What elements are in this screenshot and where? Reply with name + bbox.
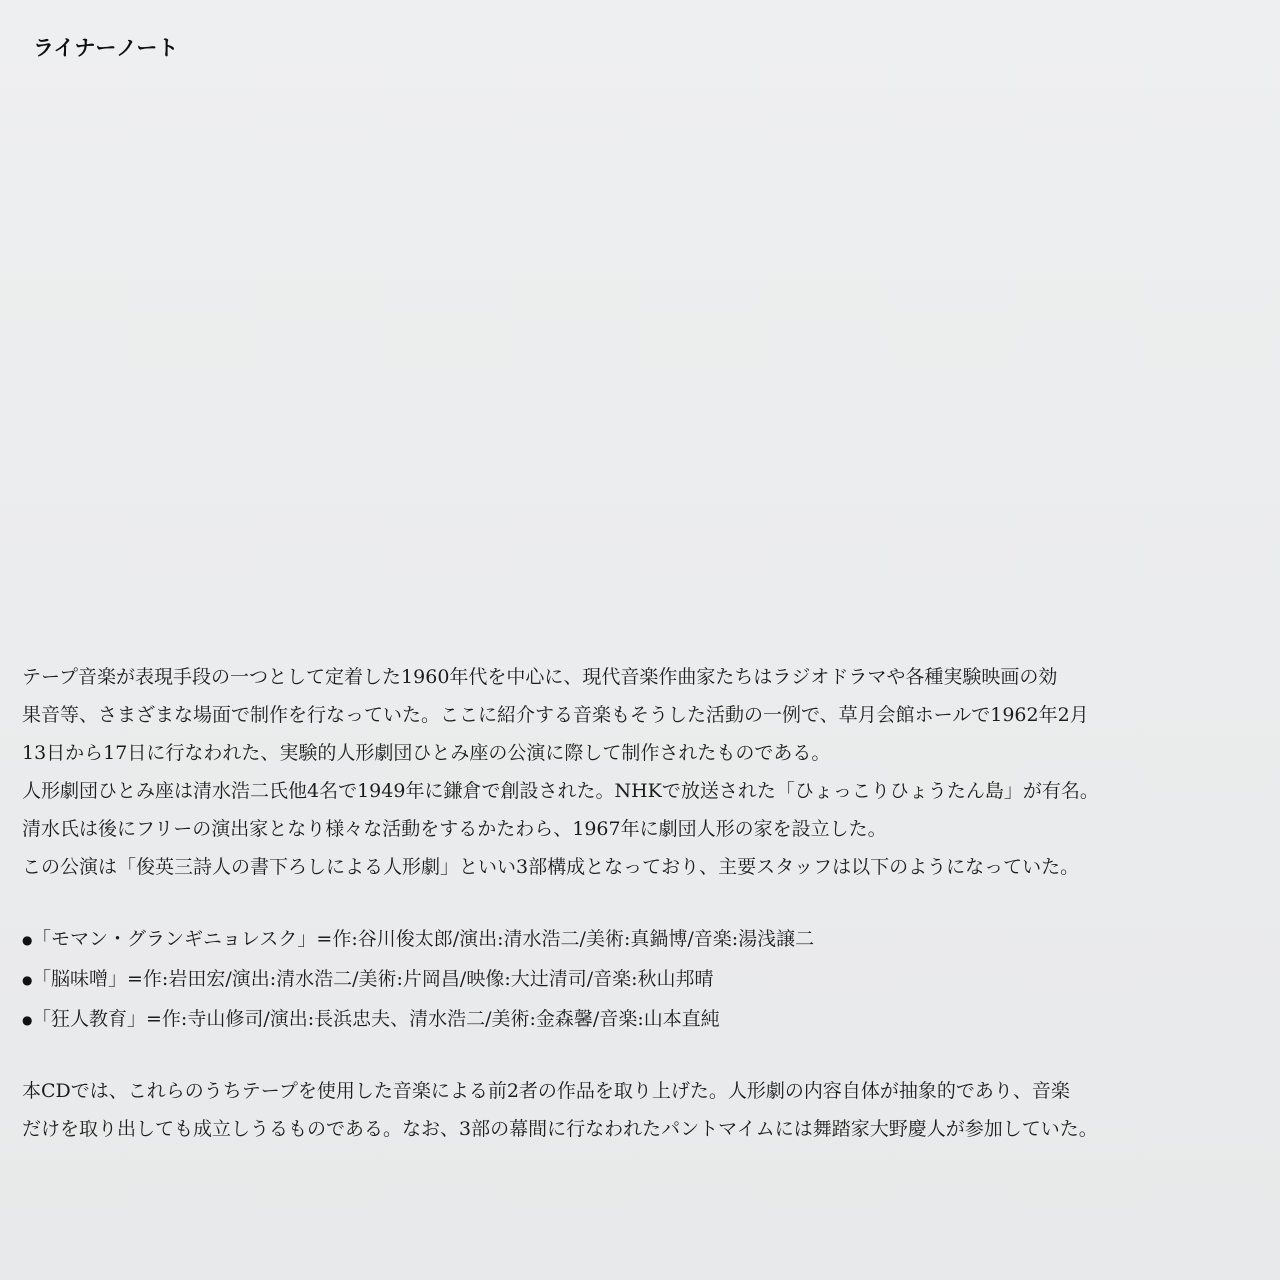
liner-notes-body (22, 658, 1267, 1148)
credit-text: 「モマン・グランギニョレスク」=作:谷川俊太郎/演出:清水浩二/美術:真鍋博/音楽:湯浅譲二 (32, 928, 815, 950)
credit-item (22, 959, 1267, 999)
text-line: この公演は「俊英三詩人の書下ろしによる人形劇」といい3部構成となっており、主要スタッフは以下のようになっていた。 (22, 856, 1080, 878)
text-line: 13日から17日に行なわれた、実験的人形劇団ひとみ座の公演に際して制作されたものである。 (22, 742, 831, 764)
text-line: テープ音楽が表現手段の一つとして定着した1960年代を中心に、現代音楽作曲家たちはラジオドラマや各種実験映画の効 (22, 666, 1058, 688)
section-spacer (22, 886, 1267, 919)
intro-paragraphs (22, 658, 1267, 886)
credit-text: 「脳味噌」=作:岩田宏/演出:清水浩二/美術:片岡昌/映像:大辻清司/音楽:秋山邦晴 (32, 968, 714, 990)
closing-paragraph (22, 1072, 1267, 1148)
credit-item (22, 919, 1267, 959)
page-title: ライナーノート (33, 36, 179, 60)
text-line: だけを取り出しても成立しうるものである。なお、3部の幕間に行なわれたパントマイムには舞踏家大野慶人が参加していた。 (22, 1118, 1098, 1140)
staff-credits-list (22, 919, 1267, 1039)
bullet-icon: ● (22, 973, 33, 987)
bullet-icon: ● (22, 1013, 33, 1027)
credit-item (22, 999, 1267, 1039)
bullet-icon: ● (22, 933, 33, 947)
text-line: 清水氏は後にフリーの演出家となり様々な活動をするかたわら、1967年に劇団人形の家を設立した。 (22, 818, 887, 840)
section-spacer (22, 1039, 1267, 1072)
text-line: 人形劇団ひとみ座は清水浩二氏他4名で1949年に鎌倉で創設された。NHKで放送された「ひょっこりひょうたん島」が有名。 (22, 780, 1099, 802)
text-line: 本CDでは、これらのうちテープを使用した音楽による前2者の作品を取り上げた。人形劇の内容自体が抽象的であり、音楽 (22, 1080, 1070, 1102)
credit-text: 「狂人教育」=作:寺山修司/演出:長浜忠夫、清水浩二/美術:金森馨/音楽:山本直純 (32, 1008, 720, 1030)
text-line: 果音等、さまざまな場面で制作を行なっていた。ここに紹介する音楽もそうした活動の一例で、草月会館ホールで1962年2月 (22, 704, 1089, 726)
